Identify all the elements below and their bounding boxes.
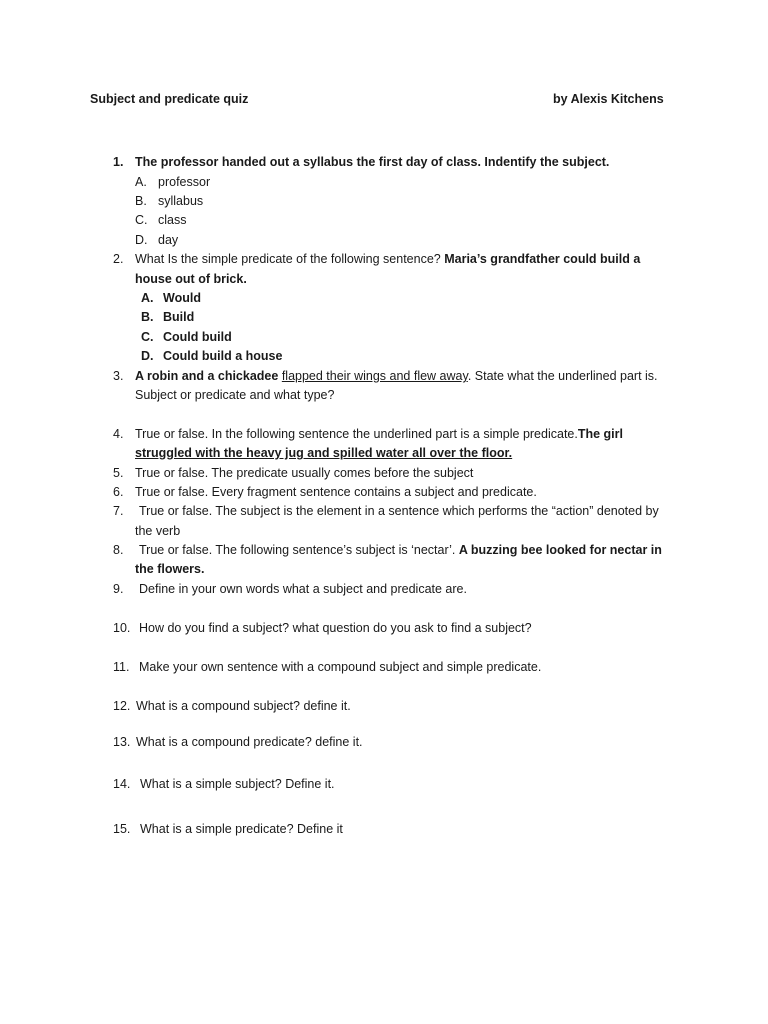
question-number: 12. bbox=[113, 699, 131, 713]
question-number: 15. bbox=[113, 822, 131, 836]
question-prompt-cont: Subject or predicate and what type? bbox=[135, 388, 335, 402]
question-text: The professor handed out a syllabus the first day of class. Indentify the subject. bbox=[135, 155, 610, 169]
question-number: 7. bbox=[113, 504, 124, 518]
question-prompt: What Is the simple predicate of the following sentence? bbox=[135, 252, 441, 266]
question-prompt: True or false. The following sentence’s subject is ‘nectar’. bbox=[139, 543, 456, 557]
question-prompt: True or false. In the following sentence the underlined part is a simple predicate. bbox=[135, 427, 578, 441]
option-letter: A. bbox=[141, 291, 154, 305]
question-number: 8. bbox=[113, 543, 124, 557]
option-text: day bbox=[158, 233, 179, 247]
quiz-title: Subject and predicate quiz bbox=[90, 92, 249, 106]
question-number: 2. bbox=[113, 252, 124, 266]
question-text: True or false. The subject is the element in a sentence which performs the “action” denoted by bbox=[139, 504, 659, 518]
question-number: 13. bbox=[113, 735, 131, 749]
question-text bbox=[139, 542, 662, 558]
question-prompt: . State what the underlined part is. bbox=[467, 369, 658, 383]
question-text bbox=[135, 368, 658, 384]
question-sentence: Maria’s grandfather could build a bbox=[444, 252, 641, 266]
option-letter: C. bbox=[135, 213, 148, 227]
question-number: 6. bbox=[113, 485, 124, 499]
question-number: 4. bbox=[113, 427, 124, 441]
question-text: True or false. The predicate usually comes before the subject bbox=[135, 466, 474, 480]
question-number: 11. bbox=[113, 660, 130, 674]
question-sentence: The girl bbox=[577, 427, 623, 441]
question-number: 10. bbox=[113, 621, 131, 635]
question-text bbox=[135, 426, 623, 442]
question-text: What is a compound predicate? define it. bbox=[136, 735, 363, 749]
question-sentence-cont: house out of brick. bbox=[135, 272, 247, 286]
option-letter: C. bbox=[141, 330, 154, 344]
question-number: 9. bbox=[113, 582, 124, 596]
option-letter: B. bbox=[141, 310, 154, 324]
question-number: 14. bbox=[113, 777, 131, 791]
question-sentence-cont: the flowers. bbox=[135, 562, 205, 576]
option-text: professor bbox=[158, 175, 211, 189]
question-text: True or false. Every fragment sentence contains a subject and predicate. bbox=[135, 485, 537, 499]
question-number: 1. bbox=[113, 155, 124, 169]
underlined-part: struggled with the heavy jug and spilled water all over the floor. bbox=[135, 446, 513, 460]
option-text: Could build bbox=[163, 330, 232, 344]
question-number: 5. bbox=[113, 466, 124, 480]
question-text: Make your own sentence with a compound subject and simple predicate. bbox=[139, 660, 542, 674]
question-text: What is a simple subject? Define it. bbox=[140, 777, 335, 791]
underlined-part: flapped their wings and flew away bbox=[281, 369, 468, 383]
question-text: What is a compound subject? define it. bbox=[136, 699, 351, 713]
question-text: Define in your own words what a subject and predicate are. bbox=[139, 582, 467, 596]
option-letter: D. bbox=[141, 349, 154, 363]
question-number: 3. bbox=[113, 369, 124, 383]
question-text: How do you find a subject? what question do you ask to find a subject? bbox=[139, 621, 532, 635]
option-letter: B. bbox=[135, 194, 147, 208]
question-text bbox=[135, 251, 640, 267]
option-letter: D. bbox=[135, 233, 148, 247]
option-text: Could build a house bbox=[163, 349, 283, 363]
question-text: What is a simple predicate? Define it bbox=[140, 822, 343, 836]
option-text: syllabus bbox=[158, 194, 204, 208]
option-letter: A. bbox=[135, 175, 147, 189]
option-text: class bbox=[158, 213, 187, 227]
question-text-cont: the verb bbox=[135, 524, 181, 538]
option-text: Build bbox=[163, 310, 195, 324]
question-sentence: A robin and a chickadee bbox=[135, 369, 279, 383]
quiz-author: by Alexis Kitchens bbox=[553, 92, 664, 106]
option-text: Would bbox=[163, 291, 201, 305]
question-sentence: A buzzing bee looked for nectar in bbox=[458, 543, 662, 557]
